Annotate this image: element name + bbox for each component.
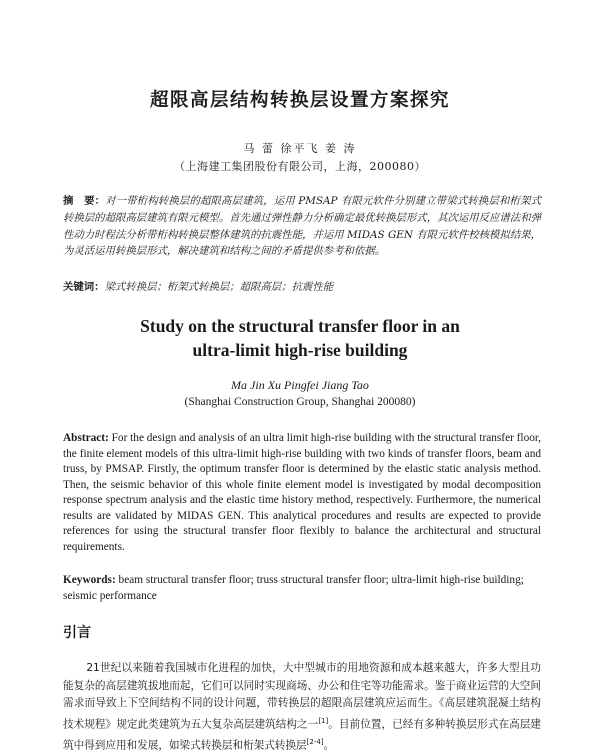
english-title xyxy=(0,314,600,362)
chinese-authors: 马 蕾 徐平飞 姜 涛 xyxy=(243,142,357,155)
chinese-title: 超限高层结构转换层设置方案探究 xyxy=(149,90,450,111)
intro-text-continued: 。目前位置，已经有多种转换层形式在高层建筑中得到应用和发展，如梁式转换层和桁架式转换层 xyxy=(63,718,542,752)
chinese-abstract-text: 对一带桁构转换层的超限高层建筑，运用 PMSAP 有限元软件分别建立带梁式转换层和桁架式转换层的超限高层建筑有限元模型。首先通过弹性静力分析确定最优转换层形式，其次运用反应谱法和弹性动力时程法分析带桁构转换层整体建筑的抗震性能，并运用 MIDAS GEN 有限元软件校核模拟结果，为灵活运用转换层形式，解决建筑和结构之间的矛盾提供参考和依据。 xyxy=(63,195,541,258)
chinese-keywords-label: 关键词： xyxy=(63,281,105,293)
introduction-paragraph xyxy=(63,660,541,755)
english-title-line-2: ultra-limit high-rise building xyxy=(192,340,408,360)
chinese-keywords-text: 梁式转换层；桁架式转换层；超限高层；抗震性能 xyxy=(104,281,334,293)
chinese-affiliation: （上海建工集团股份有限公司，上海，200080） xyxy=(174,160,426,173)
english-abstract-label: Abstract: xyxy=(63,432,109,444)
english-affiliation: (Shanghai Construction Group, Shanghai 200080) xyxy=(184,396,416,408)
english-authors: Ma Jin Xu Pingfei Jiang Tao xyxy=(231,378,369,392)
citation-ref-2[interactable]: [2-4] xyxy=(306,737,324,746)
chinese-abstract xyxy=(63,193,541,260)
english-keywords-label: Keywords: xyxy=(63,574,116,586)
section-heading: 引言 xyxy=(63,625,91,641)
intro-text-end: 。 xyxy=(323,739,335,752)
english-abstract xyxy=(63,431,541,555)
english-keywords-text: beam structural transfer floor; truss structural transfer floor; ultra-limit high-rise building; seismic performance xyxy=(63,574,524,602)
english-title-line-1: Study on the structural transfer floor in an xyxy=(140,316,460,336)
chinese-keywords xyxy=(63,278,541,293)
citation-ref-1[interactable]: [1] xyxy=(318,716,329,725)
english-keywords xyxy=(63,573,541,604)
english-abstract-text: For the design and analysis of an ultra limit high-rise building with the structural transfer floor, the finite element models of this ultra-limit high-rise building with two kinds of transfer floors, beam and truss, by PMSAP. Firstly, the optimum transfer floor is determined by the elastic static analysis method. Then, the seismic behavior of this whole finite element model is investigated by modal decomposition response spectrum analysis and the elastic time history method, respectively. Furthermore, the numerical results are validated by MIDAS GEN. This analytical procedures and results are expected to provide references for using the structural transfer floor flexibly to balance the architectural and structural requirements. xyxy=(63,432,542,553)
chinese-abstract-label: 摘 要： xyxy=(63,195,106,207)
intro-text: 21世纪以来随着我国城市化进程的加快，大中型城市的用地资源和成本越来越大，许多大型且功能复杂的高层建筑拔地而起，它们可以同时实现商场、办公和住宅等功能需求。鉴于商业运营的大空间需求而导致上下空间结构不同的设计问题，带转换层的超限高层建筑应运而生。《高层建筑混凝土结构技术规程》规定此类建筑为五大复杂高层建筑结构之一 xyxy=(63,662,541,731)
